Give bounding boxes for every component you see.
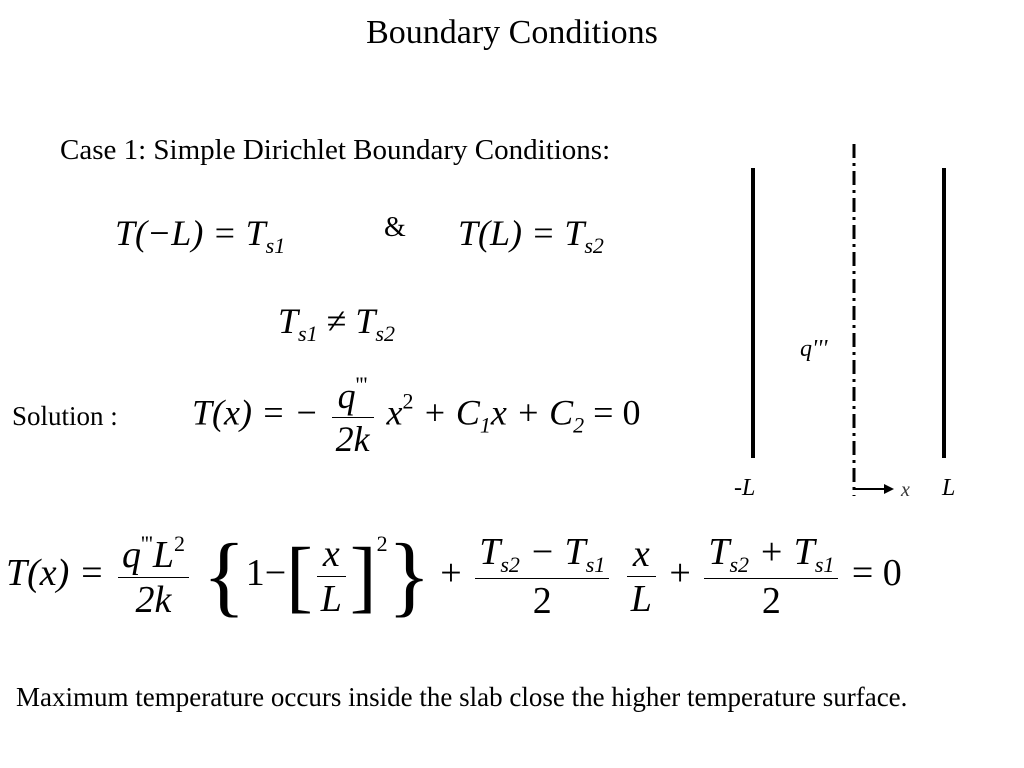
solution-label: Solution : — [12, 401, 118, 431]
left-bracket: [ — [286, 532, 313, 621]
ampersand: & — [384, 212, 406, 243]
bc-left-equation: $T(-L) = T_{s1}$ — [115, 213, 286, 258]
case-heading: Case 1: Simple Dirichlet Boundary Conditions: — [60, 134, 611, 166]
full-solution-equation: T(x) = $\frac{q'''L^2}{2k}$ {1−[ $\frac{x}{L}$ ]$^2$} + $\frac{T_{s2} - T_{s1}}{2}$ $\frac{x}{L}$ + $\frac{T_{s2} + T_{s1}}{2}$ = 0 — [6, 526, 902, 626]
full-fraction-1: $\frac{q'''L^2}{2k}$ — [118, 531, 189, 622]
x-axis-label: x — [901, 479, 910, 501]
full-fraction-inner: $\frac{x}{L}$ — [317, 532, 346, 621]
right-position-label: L — [942, 475, 956, 501]
solution-fraction: $\frac{q'''}{2k}$ — [332, 372, 374, 460]
conclusion-text: Maximum temperature occurs inside the slab close the higher temperature surface. — [16, 682, 908, 712]
left-brace: { — [202, 526, 246, 626]
solution-equation: T(x) = − $\frac{q'''}{2k}$ $x^2 + C_1x + C_2 = 0$ — [192, 372, 641, 459]
full-fraction-3: $\frac{x}{L}$ — [627, 532, 656, 621]
full-fraction-4: $\frac{T_{s2} + T_{s1}}{2}$ — [704, 530, 838, 623]
slide-title: Boundary Conditions — [366, 14, 658, 51]
heat-generation-label: q''' — [800, 336, 828, 362]
slab-diagram — [720, 140, 980, 510]
right-brace: } — [387, 526, 431, 626]
left-position-label: -L — [734, 475, 756, 501]
inequality-equation: $T_{s1} \ne T_{s2}$ — [278, 301, 395, 346]
arrow-head-icon — [884, 484, 894, 494]
right-bracket: ] — [349, 532, 377, 621]
full-fraction-2: $\frac{T_{s2} - T_{s1}}{2}$ — [475, 530, 609, 623]
bc-right-equation: $T(L) = T_{s2}$ — [458, 213, 604, 258]
